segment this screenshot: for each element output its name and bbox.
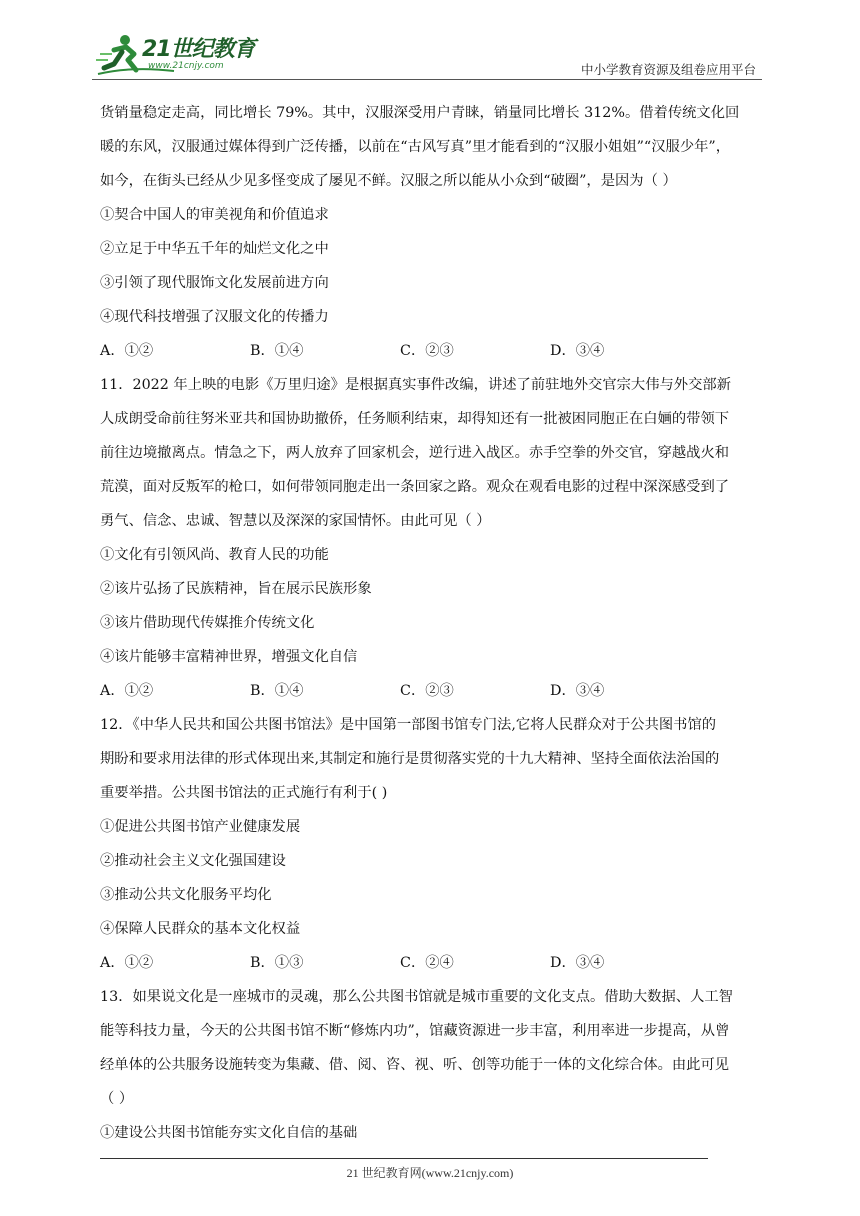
question-stem-line: 重要举措。公共图书馆法的正式施行有利于( ) [100, 785, 388, 801]
question-stem-line: 勇气、信念、忠诚、智慧以及深深的家国情怀。由此可见（ ） [100, 513, 491, 529]
question-11 [100, 368, 768, 708]
question-stem-line: 13．如果说文化是一座城市的灵魂，那么公共图书馆就是城市重要的文化支点。借助大数据、人工智 [100, 989, 733, 1005]
question-content [100, 96, 768, 1150]
question-stem-line: 经单体的公共服务设施转变为集藏、借、阅、咨、视、听、创等功能于一体的文化综合体。由此可见 [100, 1057, 730, 1073]
answer-choices [100, 674, 768, 708]
statement-option: ③该片借助现代传媒推介传统文化 [100, 615, 315, 631]
answer-choices [100, 946, 768, 980]
platform-name: 中小学教育资源及组卷应用平台 [580, 62, 756, 77]
choice-d: D．③④ [550, 343, 605, 359]
logo-text: 21世纪教育 [142, 37, 255, 62]
question-stem-line: 暖的东风，汉服通过媒体得到广泛传播，以前在“古风写真”里才能看到的“汉服小姐姐”“汉服少年”， [100, 139, 731, 155]
choice-a: A．①② [100, 343, 154, 359]
choice-a: A．①② [100, 955, 154, 971]
statement-option: ④该片能够丰富精神世界，增强文化自信 [100, 649, 358, 665]
logo-url: www.21cnjy.com [148, 61, 224, 71]
choice-b: B．①④ [250, 683, 304, 699]
question-stem-line: 人成朗受命前往努米亚共和国协助撤侨，任务顺利结束，却得知还有一批被困同胞正在白婳的带领下 [100, 411, 730, 427]
question-stem-line: 荒漠，面对反叛军的枪口，如何带领同胞走出一条回家之路。观众在观看电影的过程中深深感受到了 [100, 479, 730, 495]
statement-option: ③引领了现代服饰文化发展前进方向 [100, 275, 329, 291]
question-stem-line: 11．2022 年上映的电影《万里归途》是根据真实事件改编，讲述了前驻地外交官宗大伟与外交部新 [100, 377, 731, 393]
question-stem-line: 如今，在街头已经从少见多怪变成了屡见不鲜。汉服之所以能从小众到“破圈”，是因为（ ） [100, 173, 677, 189]
choice-c: C．②③ [400, 343, 454, 359]
choice-a: A．①② [100, 683, 154, 699]
choice-c: C．②④ [400, 955, 454, 971]
question-13 [100, 980, 768, 1150]
question-stem-line: 前往边境撤离点。情急之下，两人放弃了回家机会，逆行进入战区。赤手空拳的外交官，穿越战火和 [100, 445, 730, 461]
choice-b: B．①③ [250, 955, 304, 971]
statement-option: ①契合中国人的审美视角和价值追求 [100, 207, 329, 223]
choice-c: C．②③ [400, 683, 454, 699]
statement-option: ②该片弘扬了民族精神，旨在展示民族形象 [100, 581, 372, 597]
page-footer[interactable]: 21 世纪教育网(www.21cnjy.com) [346, 1166, 514, 1180]
header-divider [92, 79, 762, 80]
page-header [0, 0, 860, 90]
statement-option: ①促进公共图书馆产业健康发展 [100, 819, 301, 835]
statement-option: ④现代科技增强了汉服文化的传播力 [100, 309, 329, 325]
choice-b: B．①④ [250, 343, 304, 359]
question-12 [100, 708, 768, 980]
site-logo[interactable] [92, 30, 262, 80]
question-stem-line: 能等科技力量，今天的公共图书馆不断“修炼内功”，馆藏资源进一步丰富，利用率进一步提高，从曾 [100, 1023, 730, 1039]
question-10 [100, 96, 768, 368]
question-stem-line: 12．《中华人民共和国公共图书馆法》是中国第一部图书馆专门法,它将人民群众对于公共图书馆的 [100, 717, 717, 733]
statement-option: ②推动社会主义文化强国建设 [100, 853, 286, 869]
statement-option: ④保障人民群众的基本文化权益 [100, 921, 301, 937]
question-stem-line: （ ） [100, 1091, 134, 1107]
statement-option: ③推动公共文化服务平均化 [100, 887, 272, 903]
statement-option: ②立足于中华五千年的灿烂文化之中 [100, 241, 329, 257]
statement-option: ①建设公共图书馆能夯实文化自信的基础 [100, 1125, 358, 1141]
answer-choices [100, 334, 768, 368]
statement-option: ①文化有引领风尚、教育人民的功能 [100, 547, 329, 563]
footer-divider [100, 1158, 708, 1159]
choice-d: D．③④ [550, 683, 605, 699]
question-stem-line: 货销量稳定走高，同比增长 79%。其中，汉服深受用户青睐，销量同比增长 312%。借着传统文化回 [100, 105, 740, 121]
choice-d: D．③④ [550, 955, 605, 971]
question-stem-line: 期盼和要求用法律的形式体现出来,其制定和施行是贯彻落实党的十九大精神、坚持全面依法治国的 [100, 751, 720, 767]
